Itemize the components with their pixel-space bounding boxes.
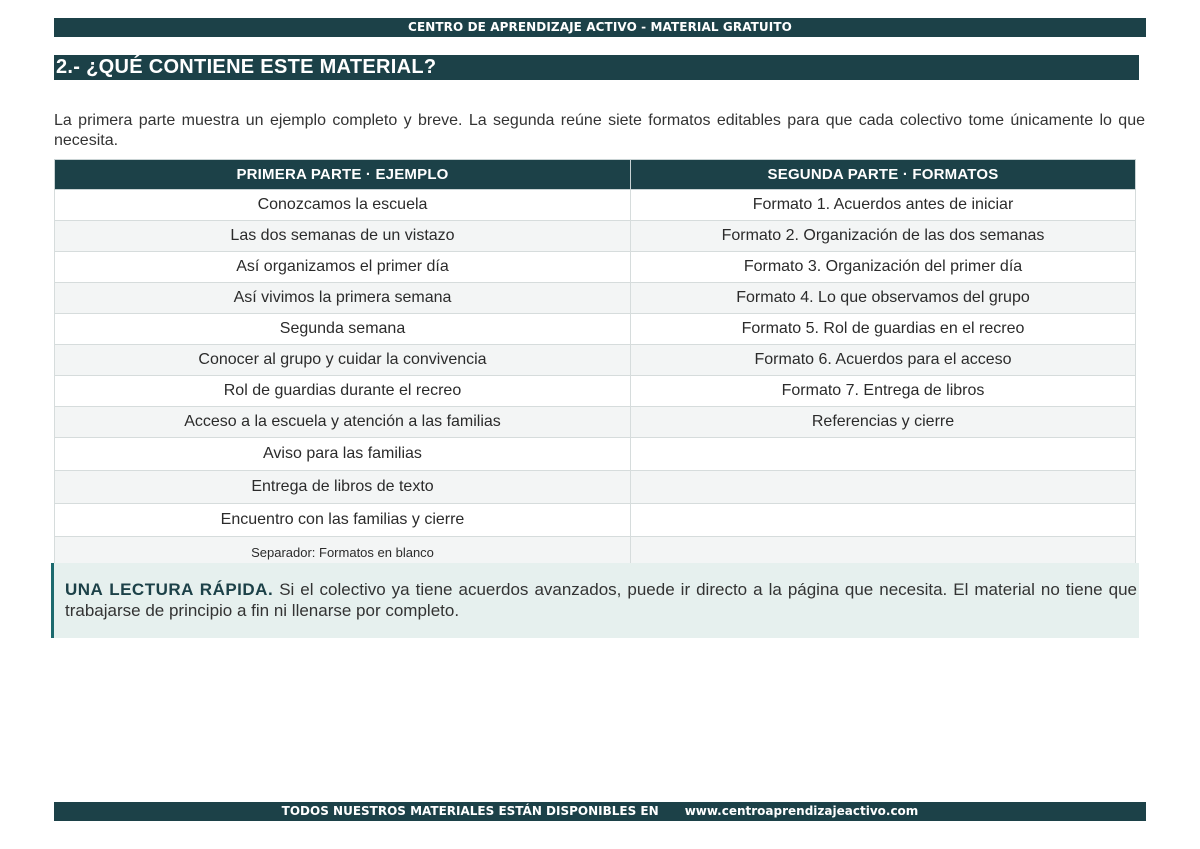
- table-cell: Así vivimos la primera semana: [55, 283, 631, 314]
- table-cell: Conozcamos la escuela: [55, 190, 631, 221]
- table-cell: Formato 3. Organización del primer día: [631, 252, 1136, 283]
- table-row: [55, 314, 1136, 345]
- table-header-row: [55, 160, 1136, 190]
- quick-read-callout: [51, 563, 1139, 638]
- table-cell: Acceso a la escuela y atención a las familias: [55, 407, 631, 438]
- footer-url[interactable]: www.centroaprendizajeactivo.com: [684, 804, 919, 818]
- table-row: [55, 376, 1136, 407]
- table-row: [55, 252, 1136, 283]
- callout-text: Si el colectivo ya tiene acuerdos avanzados, puede ir directo a la página que necesita. El material no tiene que trabajarse de principio a fin ni llenarse por completo.: [65, 580, 1138, 620]
- table-cell: [631, 504, 1136, 537]
- table-cell: Aviso para las familias: [55, 438, 631, 471]
- table-cell: Las dos semanas de un vistazo: [55, 221, 631, 252]
- banner-text: CENTRO DE APRENDIZAJE ACTIVO - MATERIAL GRATUITO: [408, 20, 792, 34]
- contents-table: [54, 159, 1136, 568]
- footer-banner: [54, 802, 1146, 821]
- table-cell: Segunda semana: [55, 314, 631, 345]
- table-row: [55, 221, 1136, 252]
- column-header-second-part: SEGUNDA PARTE · FORMATOS: [631, 160, 1136, 190]
- table-cell: [631, 438, 1136, 471]
- column-header-first-part: PRIMERA PARTE · EJEMPLO: [55, 160, 631, 190]
- table-cell: Entrega de libros de texto: [55, 471, 631, 504]
- table-cell: Formato 2. Organización de las dos semanas: [631, 221, 1136, 252]
- table-row: [55, 190, 1136, 221]
- section-title-text: 2.- ¿QUÉ CONTIENE ESTE MATERIAL?: [56, 56, 437, 78]
- table-row: [55, 438, 1136, 471]
- table-cell: Encuentro con las familias y cierre: [55, 504, 631, 537]
- table-cell: Formato 5. Rol de guardias en el recreo: [631, 314, 1136, 345]
- table-cell: Separador: Formatos en blanco: [55, 537, 631, 568]
- table-cell: Conocer al grupo y cuidar la convivencia: [55, 345, 631, 376]
- table-cell: Formato 7. Entrega de libros: [631, 376, 1136, 407]
- table-row: [55, 471, 1136, 504]
- table-cell: Rol de guardias durante el recreo: [55, 376, 631, 407]
- table-cell: Referencias y cierre: [631, 407, 1136, 438]
- table-cell: Así organizamos el primer día: [55, 252, 631, 283]
- footer-label: TODOS NUESTROS MATERIALES ESTÁN DISPONIBLES EN: [281, 804, 659, 818]
- section-title: [54, 55, 1139, 80]
- table-cell: Formato 6. Acuerdos para el acceso: [631, 345, 1136, 376]
- callout-lead: UNA LECTURA RÁPIDA.: [65, 580, 274, 599]
- table-row: [55, 345, 1136, 376]
- top-banner: [54, 18, 1146, 37]
- table-cell: Formato 1. Acuerdos antes de iniciar: [631, 190, 1136, 221]
- table-row: [55, 504, 1136, 537]
- table-cell: [631, 471, 1136, 504]
- table-row: [55, 407, 1136, 438]
- table-row: [55, 283, 1136, 314]
- table-cell: Formato 4. Lo que observamos del grupo: [631, 283, 1136, 314]
- intro-paragraph: La primera parte muestra un ejemplo completo y breve. La segunda reúne siete formatos editables para que cada colectivo tome únicamente lo que necesita.: [54, 112, 1145, 149]
